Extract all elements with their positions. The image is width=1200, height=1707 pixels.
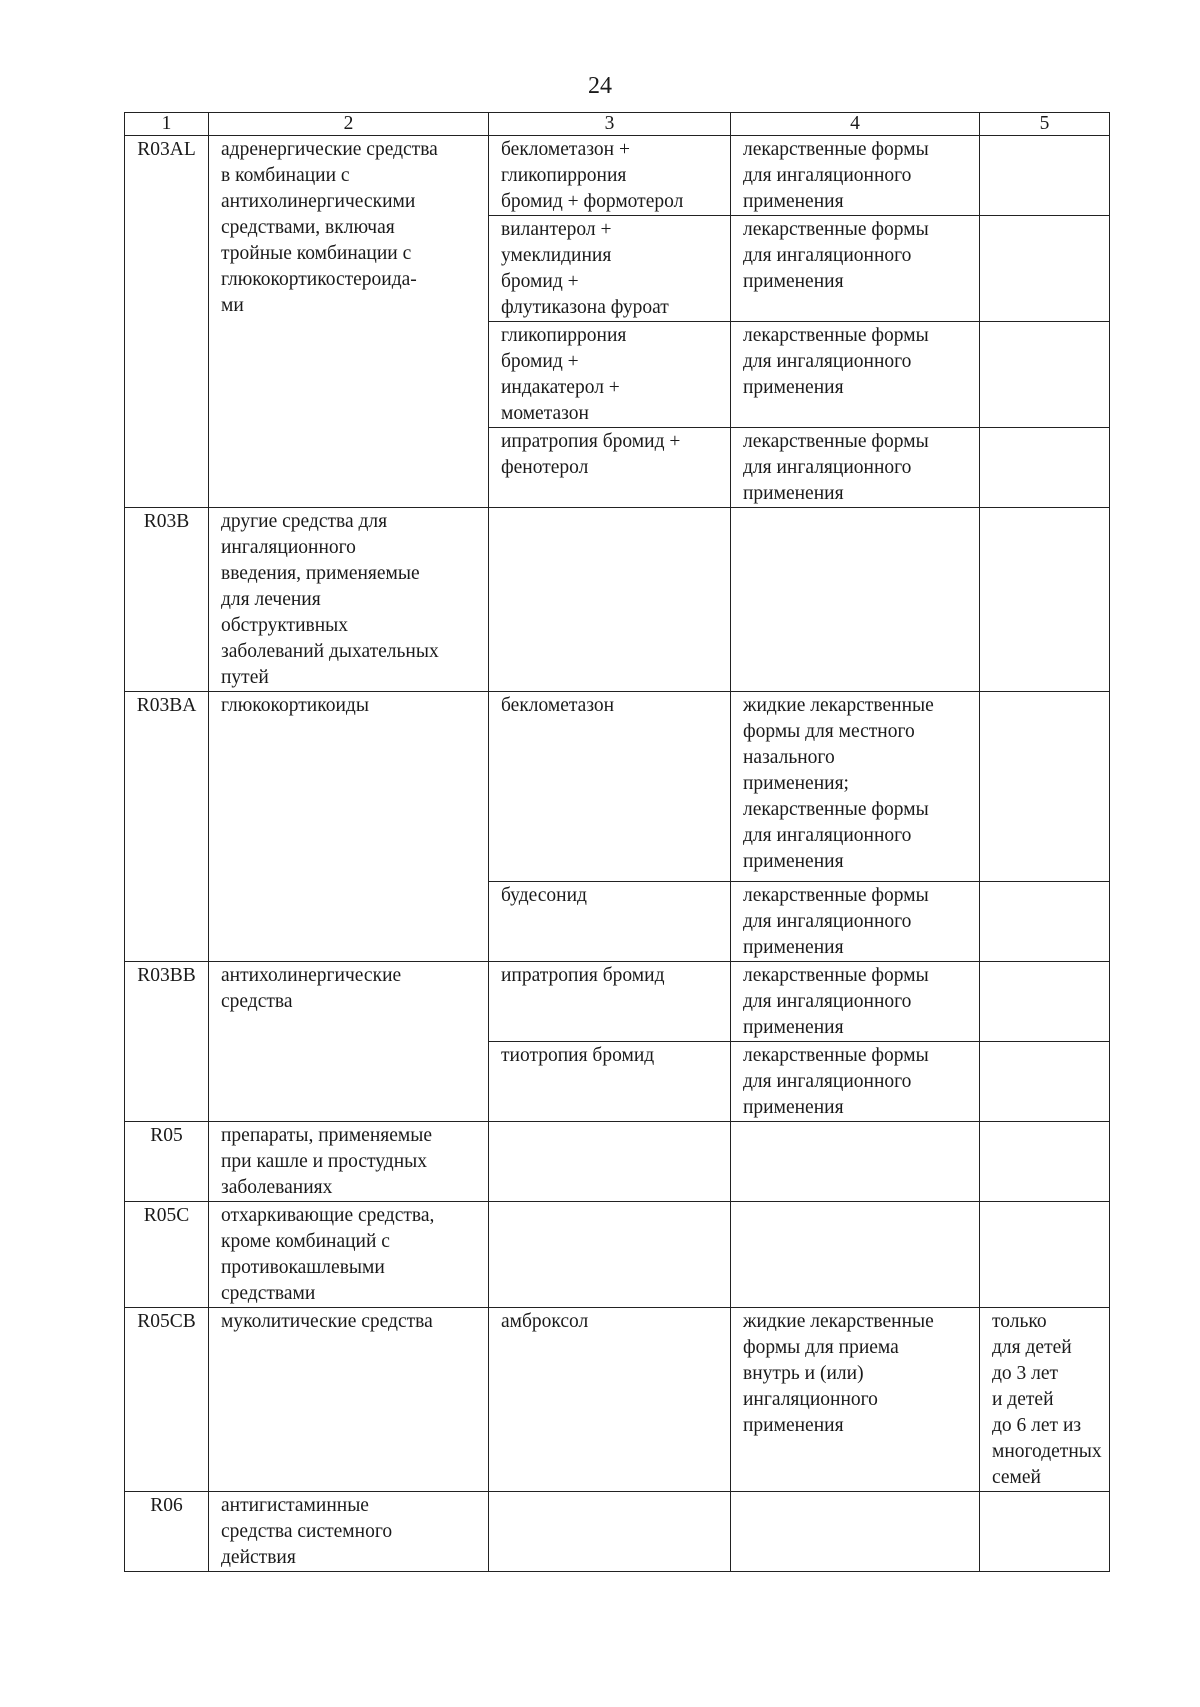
dosage-form-cell: лекарственные формы для ингаляционного применения bbox=[731, 962, 980, 1042]
dosage-form-cell: лекарственные формы для ингаляционного применения bbox=[731, 216, 980, 322]
dosage-form-cell bbox=[731, 508, 980, 692]
note-cell bbox=[980, 216, 1110, 322]
table-row bbox=[125, 1492, 1110, 1572]
substance-cell: беклометазон bbox=[489, 692, 731, 882]
table-row bbox=[125, 508, 1110, 692]
dosage-form-cell: лекарственные формы для ингаляционного применения bbox=[731, 1042, 980, 1122]
substance-cell: беклометазон + гликопиррония бромид + формотерол bbox=[489, 136, 731, 216]
substance-cell bbox=[489, 1492, 731, 1572]
atc-code-cell: R06 bbox=[125, 1492, 209, 1572]
group-name-cell: препараты, применяемые при кашле и простудных заболеваниях bbox=[209, 1122, 489, 1202]
table-row bbox=[125, 1202, 1110, 1308]
table-row bbox=[125, 1308, 1110, 1492]
atc-code-cell: R03BB bbox=[125, 962, 209, 1122]
dosage-form-cell bbox=[731, 1492, 980, 1572]
group-name-cell: антигистаминные средства системного действия bbox=[209, 1492, 489, 1572]
substance-cell bbox=[489, 1202, 731, 1308]
substance-cell: тиотропия бромид bbox=[489, 1042, 731, 1122]
substance-cell: вилантерол + умеклидиния бромид + флутиказона фуроат bbox=[489, 216, 731, 322]
dosage-form-cell bbox=[731, 1202, 980, 1308]
page-number: 24 bbox=[588, 73, 612, 99]
note-cell bbox=[980, 508, 1110, 692]
atc-code-cell: R03BA bbox=[125, 692, 209, 962]
table-row bbox=[125, 962, 1110, 1042]
group-name-cell: отхаркивающие средства, кроме комбинаций с противокашлевыми средствами bbox=[209, 1202, 489, 1308]
column-header-3: 3 bbox=[489, 113, 731, 136]
atc-code-cell: R05CB bbox=[125, 1308, 209, 1492]
group-name-cell: антихолинергические средства bbox=[209, 962, 489, 1122]
note-cell bbox=[980, 1122, 1110, 1202]
dosage-form-cell: лекарственные формы для ингаляционного применения bbox=[731, 882, 980, 962]
table-header-row bbox=[125, 113, 1110, 136]
substance-cell: ипратропия бромид + фенотерол bbox=[489, 428, 731, 508]
dosage-form-cell: лекарственные формы для ингаляционного применения bbox=[731, 322, 980, 428]
substance-cell: амброксол bbox=[489, 1308, 731, 1492]
dosage-form-cell: лекарственные формы для ингаляционного применения bbox=[731, 136, 980, 216]
table-row bbox=[125, 692, 1110, 882]
substance-cell: гликопиррония бромид + индакатерол + мометазон bbox=[489, 322, 731, 428]
note-cell bbox=[980, 428, 1110, 508]
drug-list-table bbox=[124, 112, 1110, 1572]
column-header-5: 5 bbox=[980, 113, 1110, 136]
dosage-form-cell: жидкие лекарственные формы для приема внутрь и (или) ингаляционного применения bbox=[731, 1308, 980, 1492]
atc-code-cell: R05 bbox=[125, 1122, 209, 1202]
note-cell bbox=[980, 962, 1110, 1042]
substance-cell: будесонид bbox=[489, 882, 731, 962]
dosage-form-cell bbox=[731, 1122, 980, 1202]
note-cell: только для детей до 3 лет и детей до 6 лет из многодетных семей bbox=[980, 1308, 1110, 1492]
group-name-cell: глюкокортикоиды bbox=[209, 692, 489, 962]
substance-cell: ипратропия бромид bbox=[489, 962, 731, 1042]
column-header-2: 2 bbox=[209, 113, 489, 136]
column-header-4: 4 bbox=[731, 113, 980, 136]
group-name-cell: адренергические средства в комбинации с антихолинергическими средствами, включая тройные комбинации с глюкокортикостероида- ми bbox=[209, 136, 489, 508]
note-cell bbox=[980, 1492, 1110, 1572]
column-header-1: 1 bbox=[125, 113, 209, 136]
substance-cell bbox=[489, 1122, 731, 1202]
substance-cell bbox=[489, 508, 731, 692]
dosage-form-cell: жидкие лекарственные формы для местного назального применения; лекарственные формы для ингаляционного применения bbox=[731, 692, 980, 882]
table-body bbox=[125, 136, 1110, 1572]
note-cell bbox=[980, 692, 1110, 882]
note-cell bbox=[980, 1042, 1110, 1122]
note-cell bbox=[980, 322, 1110, 428]
group-name-cell: муколитические средства bbox=[209, 1308, 489, 1492]
table-row bbox=[125, 136, 1110, 216]
group-name-cell: другие средства для ингаляционного введения, применяемые для лечения обструктивных заболеваний дыхательных путей bbox=[209, 508, 489, 692]
atc-code-cell: R05C bbox=[125, 1202, 209, 1308]
note-cell bbox=[980, 1202, 1110, 1308]
table-row bbox=[125, 1122, 1110, 1202]
dosage-form-cell: лекарственные формы для ингаляционного применения bbox=[731, 428, 980, 508]
note-cell bbox=[980, 136, 1110, 216]
atc-code-cell: R03B bbox=[125, 508, 209, 692]
atc-code-cell: R03AL bbox=[125, 136, 209, 508]
note-cell bbox=[980, 882, 1110, 962]
